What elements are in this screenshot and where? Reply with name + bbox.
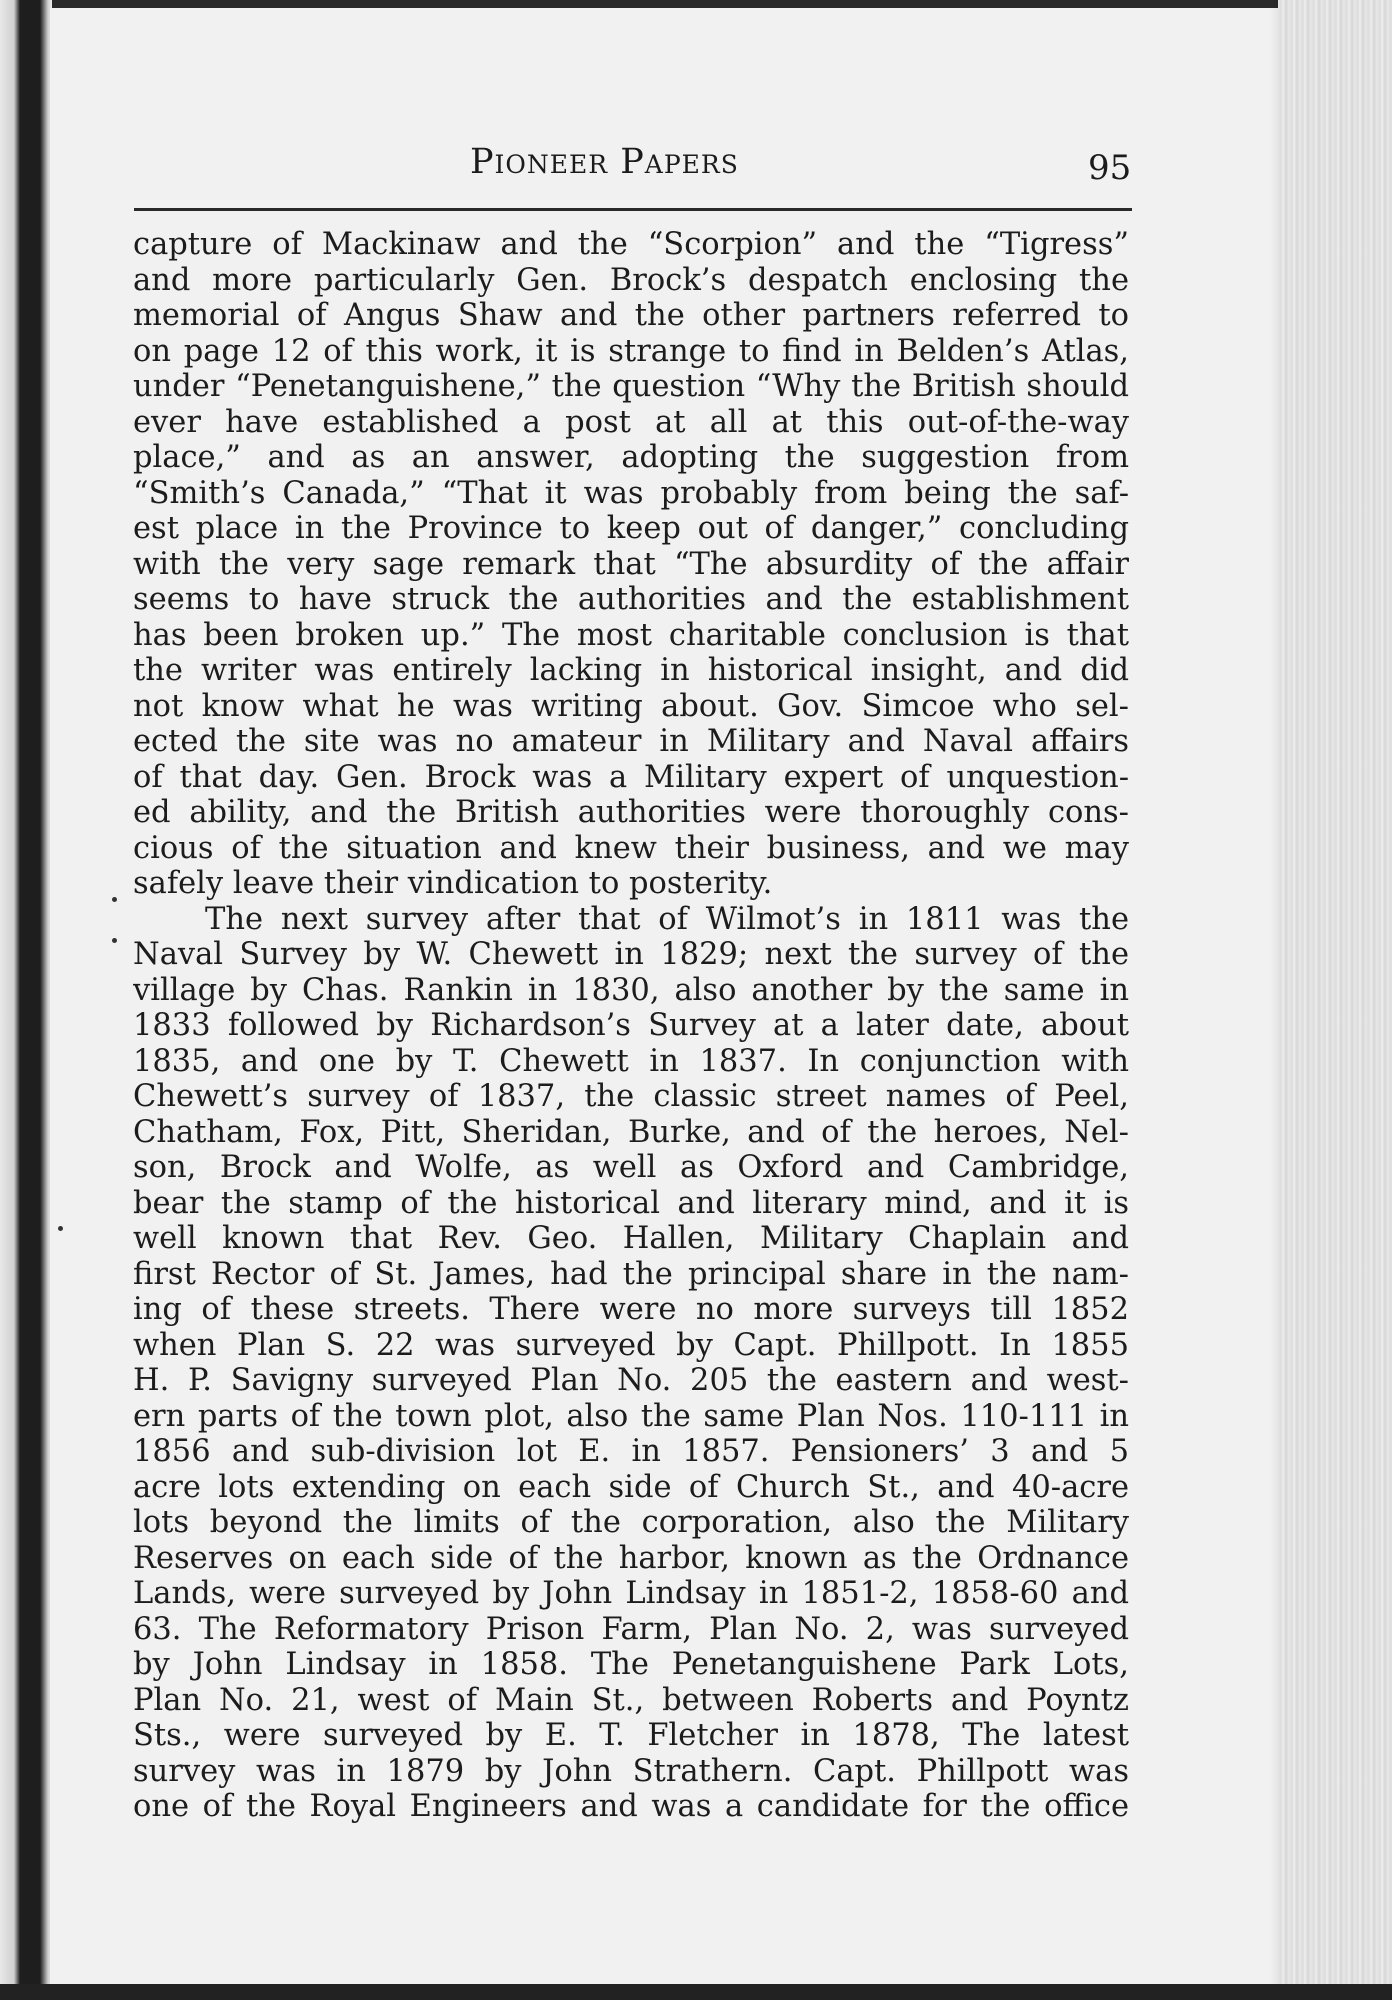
text-line: of that day. Gen. Brock was a Military expert of unquestion- — [133, 759, 1129, 795]
text-line: one of the Royal Engineers and was a candidate for the office — [133, 1789, 1129, 1824]
text-line: and more particularly Gen. Brock’s despatch enclosing the — [133, 262, 1129, 298]
text-line: 1835, and one by T. Chewett in 1837. In conjunction with — [133, 1043, 1129, 1079]
text-line: place,” and as an answer, adopting the suggestion from — [133, 440, 1129, 475]
text-line: on page 12 of this work, it is strange to find in Belden’s Atlas, — [133, 333, 1129, 369]
text-line: safely leave their vindication to posterity. — [133, 866, 773, 901]
book-binding-shadow — [0, 0, 52, 2000]
text-line: village by Chas. Rankin in 1830, also another by the same in — [133, 972, 1129, 1008]
text-line: 63. The Reformatory Prison Farm, Plan No. 2, was surveyed — [133, 1611, 1129, 1647]
text-line: 1856 and sub-division lot E. in 1857. Pensioners’ 3 and 5 — [133, 1434, 1129, 1469]
scan-bottom-edge — [0, 1984, 1392, 2000]
page-number: 95 — [1088, 148, 1132, 188]
text-line: acre lots extending on each side of Church St., and 40-acre — [133, 1469, 1129, 1505]
text-line: Lands, were surveyed by John Lindsay in 1851-2, 1858-60 and — [133, 1576, 1129, 1611]
running-header-title: Pioneer Papers — [470, 142, 739, 182]
text-line: est place in the Province to keep out of danger,” concluding — [133, 511, 1129, 546]
text-line: well known that Rev. Geo. Hallen, Military Chaplain and — [133, 1221, 1129, 1256]
text-line: Chewett’s survey of 1837, the classic street names of Peel, — [133, 1079, 1129, 1114]
text-line: Reserves on each side of the harbor, known as the Ordnance — [133, 1540, 1129, 1576]
margin-speck — [112, 897, 117, 902]
text-line: Chatham, Fox, Pitt, Sheridan, Burke, and of the heroes, Nel- — [133, 1114, 1129, 1150]
text-line: Sts., were surveyed by E. T. Fletcher in 1878, The latest — [133, 1718, 1129, 1753]
text-line: Naval Survey by W. Chewett in 1829; next the survey of the — [133, 937, 1129, 972]
text-line: Plan No. 21, west of Main St., between Roberts and Poyntz — [133, 1682, 1129, 1718]
text-line: under “Penetanguishene,” the question “Why the British should — [133, 369, 1129, 404]
text-line: when Plan S. 22 was surveyed by Capt. Phillpott. In 1855 — [133, 1327, 1129, 1363]
text-line: seems to have struck the authorities and the establishment — [133, 582, 1129, 617]
text-line: not know what he was writing about. Gov. Simcoe who sel- — [133, 688, 1129, 724]
text-line: ern parts of the town plot, also the same Plan Nos. 110-111 in — [133, 1398, 1129, 1434]
text-line: capture of Mackinaw and the “Scorpion” and the “Tigress” — [133, 227, 1129, 262]
text-line: survey was in 1879 by John Strathern. Capt. Phillpott was — [133, 1753, 1129, 1789]
text-line: son, Brock and Wolfe, as well as Oxford and Cambridge, — [133, 1150, 1129, 1185]
page-edges-stack — [1278, 0, 1392, 2000]
text-line: first Rector of St. James, had the principal share in the nam- — [133, 1256, 1129, 1292]
text-line: memorial of Angus Shaw and the other partners referred to — [133, 298, 1129, 333]
text-line: the writer was entirely lacking in historical insight, and did — [133, 653, 1129, 688]
text-line: lots beyond the limits of the corporation, also the Military — [133, 1505, 1129, 1540]
text-line: ed ability, and the British authorities were thoroughly cons- — [133, 795, 1129, 830]
text-line: has been broken up.” The most charitable conclusion is that — [133, 617, 1129, 653]
body-text — [133, 227, 1129, 1825]
text-line: with the very sage remark that “The absurdity of the affair — [133, 546, 1129, 582]
text-line: by John Lindsay in 1858. The Penetanguishene Park Lots, — [133, 1647, 1129, 1682]
text-line: ected the site was no amateur in Military and Naval affairs — [133, 724, 1129, 759]
paragraph-2 — [133, 902, 1129, 1825]
text-line: H. P. Savigny surveyed Plan No. 205 the eastern and west- — [133, 1363, 1129, 1398]
paragraph-1 — [133, 227, 1129, 902]
header-rule — [134, 208, 1132, 211]
text-line: ever have established a post at all at this out-of-the-way — [133, 404, 1129, 440]
text-line: ing of these streets. There were no more surveys till 1852 — [133, 1292, 1129, 1327]
margin-speck — [58, 1226, 63, 1231]
text-line: bear the stamp of the historical and literary mind, and it is — [133, 1185, 1129, 1221]
margin-speck — [112, 938, 117, 943]
text-line: “Smith’s Canada,” “That it was probably from being the saf- — [133, 475, 1129, 511]
text-line: 1833 followed by Richardson’s Survey at a later date, about — [133, 1008, 1129, 1043]
text-line: cious of the situation and knew their business, and we may — [133, 830, 1129, 866]
text-line: The next survey after that of Wilmot’s in 1811 was the — [205, 901, 1129, 937]
